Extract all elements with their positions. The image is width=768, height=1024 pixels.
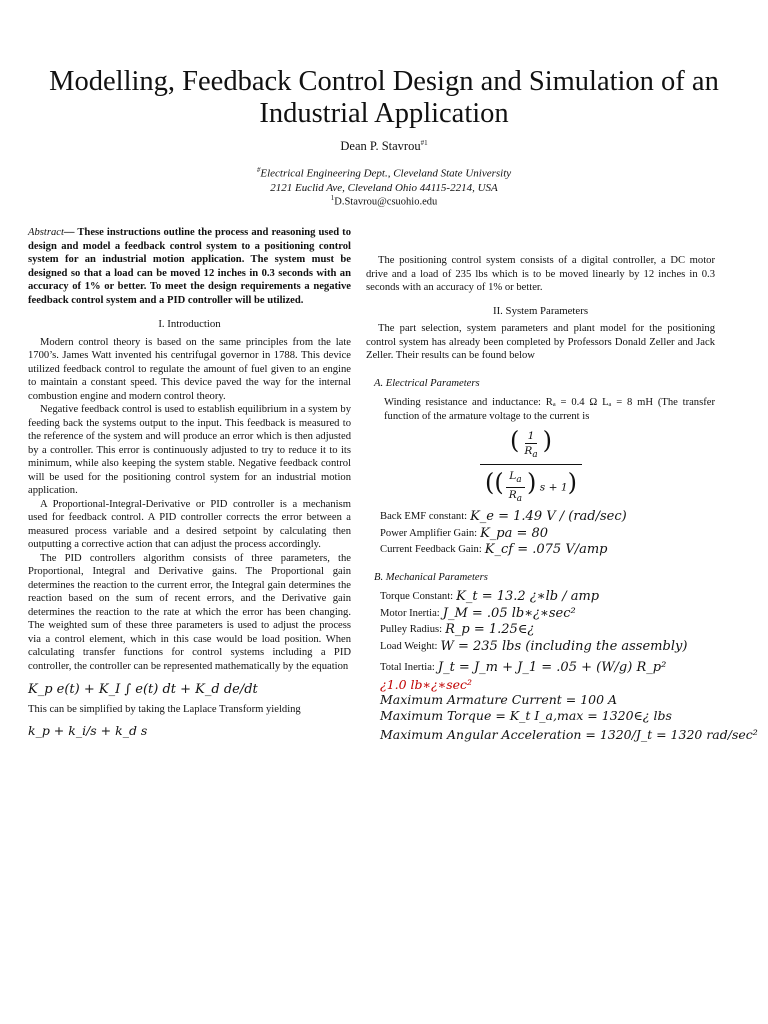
- laplace-equation: k_p + k_i/s + k_d s: [28, 723, 148, 738]
- affiliation-line1: Electrical Engineering Dept., Cleveland State University: [260, 167, 512, 180]
- max-angular-acceleration: Maximum Angular Acceleration = 1320/J_t = 1320 rad/sec²: [380, 727, 758, 743]
- paper-title: Modelling, Feedback Control Design and Simulation of an Industrial Application: [49, 66, 719, 129]
- current-feedback-label: Current Feedback Gain:: [380, 544, 482, 556]
- power-amp-label: Power Amplifier Gain:: [380, 527, 478, 539]
- max-current: Maximum Armature Current = 100 A: [380, 692, 618, 708]
- email-sup: 1: [330, 194, 335, 202]
- subsection-electrical-heading: A. Electrical Parameters: [374, 377, 480, 389]
- pulley-radius-label: Pulley Radius:: [380, 624, 443, 636]
- current-feedback-row: [380, 543, 715, 557]
- motor-inertia-row: [380, 607, 715, 621]
- subsection-mechanical-heading: B. Mechanical Parameters: [374, 571, 488, 583]
- pulley-radius-row: [380, 623, 715, 637]
- power-amp-value: K_pa = 80: [480, 525, 549, 541]
- author-name: Dean P. Stavrou: [340, 139, 421, 154]
- affiliation-sup: #: [256, 166, 261, 174]
- max-torque: Maximum Torque = K_t I_a,max = 1320∈¿ lbs: [380, 707, 672, 723]
- load-weight-label: Load Weight:: [380, 640, 438, 652]
- author: [0, 139, 768, 154]
- transfer-fraction: ( $\frac{1}{R_a}$ ) (( $\frac{L_a}{R_a}$ ) s + 1): [480, 427, 582, 506]
- pulley-radius-value: R_p = 1.25∈¿: [445, 622, 535, 638]
- left-column: [28, 226, 351, 740]
- armature-transfer-function: [478, 427, 715, 506]
- motor-inertia-label: Motor Inertia:: [380, 607, 440, 619]
- right-column: [366, 254, 758, 744]
- total-inertia-value: J_t = J_m + J_1 = .05 + (W/g) R_p²: [437, 660, 667, 676]
- current-feedback-value: K_cf = .075 V/amp: [484, 542, 608, 558]
- affiliation: [0, 163, 768, 195]
- electrical-text: Winding resistance and inductance: Rₐ = 0.4 Ω Lₐ = 8 mH (The transfer function of the armature voltage to the current is: [384, 397, 715, 422]
- intro-paragraph-2: Negative feedback control is used to establish equilibrium in a system by feeding back the systems output to the input. This feedback is measured to the reference of the system and will produce an error which is then adjusted by a controller. This error is continuously adjusted to try to reduce it to its minimum, while also keeping the system stable. Negative feedback control will be used for the positioning control system for an industrial motion application.: [28, 404, 351, 496]
- abstract-text: — These instructions outline the process and reasoning used to design and model a feedback control system to a positioning control system for an industrial motion application. The system must be designed so that a load can be moved 12 inches in 0.3 seconds with an accuracy of 1% or better. To meet the design requirements a negative feedback control system and a PID controller will be utilized.: [28, 227, 351, 306]
- section-system-parameters-heading: II. System Parameters: [492, 304, 589, 317]
- email: [0, 194, 768, 208]
- torque-label: Torque Constant:: [380, 591, 454, 603]
- affiliation-line2: 2121 Euclid Ave, Cleveland Ohio 44115-2214, USA: [270, 181, 498, 194]
- section-introduction-heading: I. Introduction: [158, 318, 221, 330]
- back-emf-row: [380, 510, 715, 524]
- load-weight-value: W = 235 lbs (including the assembly): [440, 638, 688, 654]
- back-emf-value: K_e = 1.49 V / (rad/sec): [470, 509, 627, 525]
- pid-equation: K_p e(t) + K_I ∫ e(t) dt + K_d de/dt: [28, 682, 258, 697]
- right-paragraph-1: The positioning control system consists of a digital controller, a DC motor drive and a load of 235 lbs which is to be moved linearly by 12 inches in 0.3 seconds with an accuracy of 1% or better.: [366, 255, 715, 293]
- motor-inertia-value: J_M = .05 lb∗¿∗sec²: [442, 605, 576, 621]
- back-emf-label: Back EMF constant:: [380, 511, 468, 523]
- total-inertia-row: [380, 661, 715, 675]
- right-paragraph-2: The part selection, system parameters and plant model for the positioning control system has already been completed by Professors Donald Zeller and Jack Zeller. Their results can be found below: [366, 323, 715, 361]
- author-sup: #1: [420, 139, 428, 147]
- torque-row: [380, 590, 715, 604]
- email-address: D.Stavrou@csuohio.edu: [334, 196, 438, 208]
- torque-value: K_t = 13.2 ¿∗lb / amp: [456, 589, 600, 605]
- load-weight-row: [380, 640, 715, 654]
- intro-paragraph-3: A Proportional-Integral-Derivative or PID controller is a mechanism used for feedback control. A PID controller corrects the error between a measured process variable and a desired setpoint by calculating then outputting a corrective action that can adjust the process accordingly.: [28, 498, 351, 550]
- abstract: [28, 226, 351, 307]
- intro-paragraph-1: Modern control theory is based on the same principles from the late 1700’s. James Watt invented his centrifugal governor in 1788. This device utilized feedback control to regulate the amount of fuel given to an engine to maintain a constant speed. This device paved the way for the internal combustion engine and modern control theory.: [28, 336, 351, 402]
- power-amp-row: [380, 527, 715, 541]
- laplace-intro: This can be simplified by taking the Laplace Transform yielding: [28, 703, 301, 715]
- total-inertia-label: Total Inertia:: [380, 662, 435, 674]
- abstract-lead: Abstract: [28, 227, 64, 238]
- total-inertia-result: ¿1.0 lb∗¿∗sec²: [380, 676, 473, 692]
- intro-paragraph-4: The PID controllers algorithm consists of three parameters, the Proportional, Integral and Derivative gains. The Proportional gain determines the reaction to the current error, the Integral gain determines the reaction based on the sum of recent errors, and the Derivative gain determines the reaction to the rate at which the error has been changing. The weighted sum of these three parameters is used to adjust the process via a control element, which in this case would be load position. When calculating transfer functions for control systems including a PID controller, the controller can be represented mathematically by the equation: [28, 552, 351, 672]
